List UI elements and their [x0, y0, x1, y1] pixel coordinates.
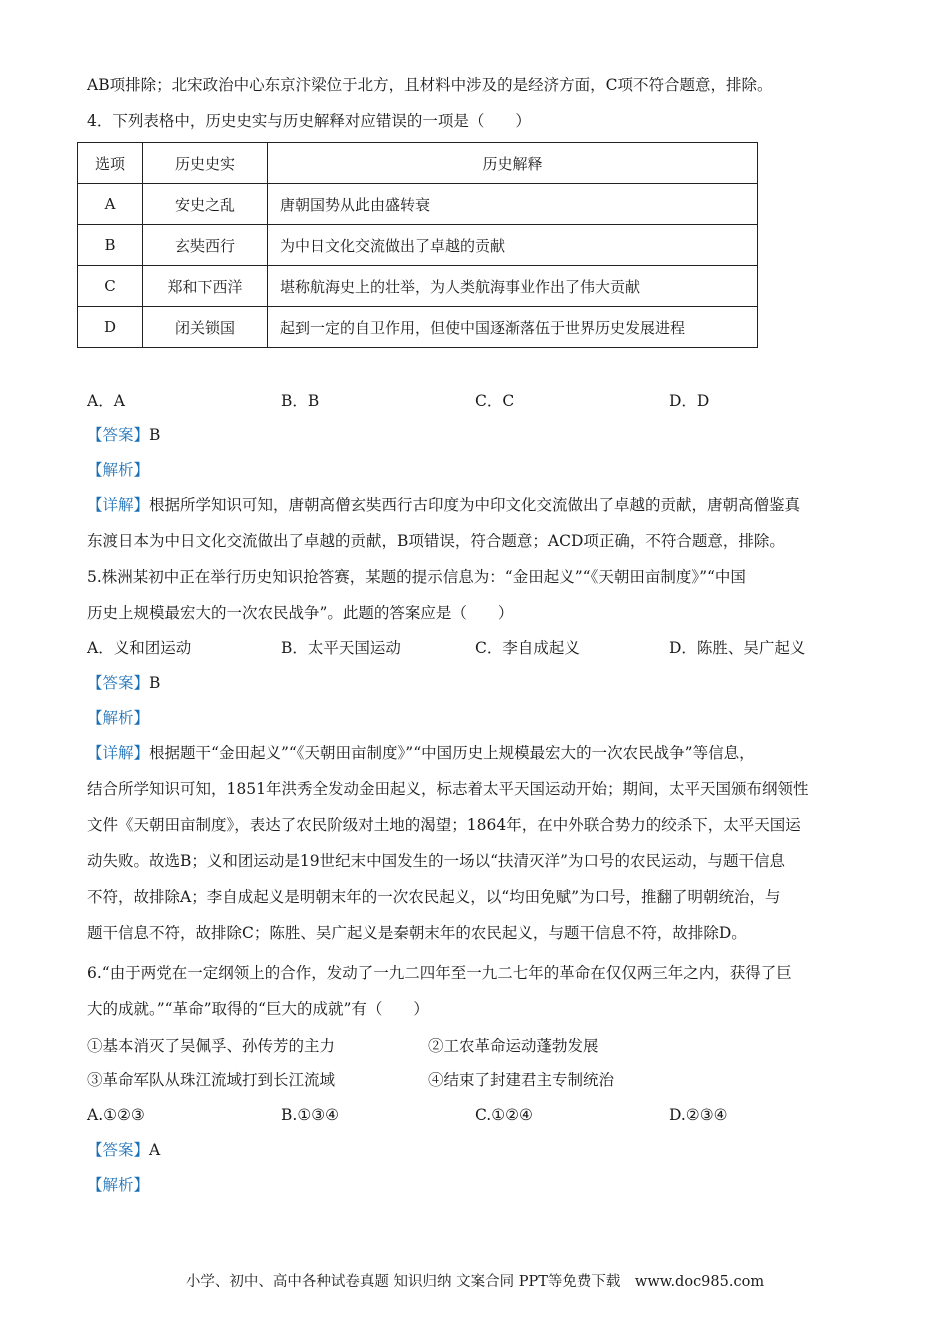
table-cell: 安史之乱 — [143, 184, 268, 225]
option-b: B．太平天国运动 — [281, 639, 401, 657]
option-c: C.①②④ — [475, 1106, 533, 1124]
statement-item: ①基本消灭了吴佩孚、孙传芳的主力 — [87, 1037, 336, 1055]
table-cell: A — [78, 184, 143, 225]
statement-item: ④结束了封建君主专制统治 — [428, 1071, 615, 1089]
question-6-stem: 大的成就。”“革命”取得的“巨大的成就”有（ ） — [87, 1000, 429, 1018]
answer-value: A — [149, 1141, 161, 1159]
table-row — [78, 307, 758, 348]
table-cell: C — [78, 266, 143, 307]
detail-line: 结合所学知识可知，1851年洪秀全发动金田起义，标志着太平天国运动开始；期间，太平天国颁布纲领性 — [87, 780, 809, 798]
question-4-table — [77, 142, 758, 348]
detail-tag: 【详解】 — [87, 496, 150, 514]
detail-line — [87, 494, 800, 516]
option-a: A.①②③ — [87, 1106, 145, 1124]
table-cell: B — [78, 225, 143, 266]
answer-line — [87, 424, 160, 446]
table-cell: 起到一定的自卫作用，但使中国逐渐落伍于世界历史发展进程 — [268, 307, 758, 348]
option-d: D．陈胜、吴广起义 — [669, 639, 806, 657]
question-6-stem: 6.“由于两党在一定纲领上的合作，发动了一九二四年至一九二七年的革命在仅仅两三年之内，获得了巨 — [87, 964, 792, 982]
answer-line — [87, 1139, 160, 1161]
statement-item: ③革命军队从珠江流域打到长江流域 — [87, 1071, 336, 1089]
table-header: 选项 — [78, 143, 143, 184]
table-header-row — [78, 143, 758, 184]
statement-item: ②工农革命运动蓬勃发展 — [428, 1037, 599, 1055]
answer-line — [87, 672, 160, 694]
option-d: D.②③④ — [669, 1106, 728, 1124]
paragraph-line: AB项排除；北宋政治中心东京汴梁位于北方，且材料中涉及的是经济方面，C项不符合题意，排除。 — [87, 76, 773, 94]
table-cell: 堪称航海史上的壮举，为人类航海事业作出了伟大贡献 — [268, 266, 758, 307]
detail-line: 东渡日本为中日文化交流做出了卓越的贡献，B项错误，符合题意；ACD项正确，不符合题意，排除。 — [87, 532, 785, 550]
option-a: A．A — [87, 392, 125, 410]
answer-value: B — [149, 426, 161, 444]
option-d: D．D — [669, 392, 710, 410]
page-footer: 小学、初中、高中各种试卷真题 知识归纳 文案合同 PPT等免费下载 www.doc985.com — [185, 1274, 765, 1290]
detail-line: 题干信息不符，故排除C；陈胜、吴广起义是秦朝末年的农民起义，与题干信息不符，故排除D。 — [87, 924, 747, 942]
option-c: C．李自成起义 — [475, 639, 580, 657]
table-cell: 玄奘西行 — [143, 225, 268, 266]
detail-line — [87, 742, 755, 764]
detail-text: 根据所学知识可知，唐朝高僧玄奘西行古印度为中印文化交流做出了卓越的贡献，唐朝高僧鉴真 — [149, 496, 801, 514]
table-cell: 郑和下西洋 — [143, 266, 268, 307]
option-a: A．义和团运动 — [87, 639, 192, 657]
analysis-tag: 【解析】 — [87, 1176, 150, 1194]
table-row — [78, 225, 758, 266]
detail-line: 不符，故排除A；李自成起义是明朝末年的一次农民起义，以“均田免赋”为口号，推翻了明朝统治，与 — [87, 888, 781, 906]
table-cell: 为中日文化交流做出了卓越的贡献 — [268, 225, 758, 266]
table-cell: 闭关锁国 — [143, 307, 268, 348]
question-5-stem: 5.株洲某初中正在举行历史知识抢答赛，某题的提示信息为：“金田起义”“《天朝田亩制度》”“中国 — [87, 568, 746, 586]
detail-line: 文件《天朝田亩制度》，表达了农民阶级对土地的渴望；1864年，在中外联合势力的绞杀下，太平天国运 — [87, 816, 801, 834]
table-cell: D — [78, 307, 143, 348]
detail-tag: 【详解】 — [87, 744, 150, 762]
detail-text: 根据题干“金田起义”“《天朝田亩制度》”“中国历史上规模最宏大的一次农民战争”等信息， — [149, 744, 755, 762]
analysis-tag: 【解析】 — [87, 709, 150, 727]
table-header: 历史解释 — [268, 143, 758, 184]
answer-tag: 【答案】 — [87, 674, 150, 692]
option-b: B．B — [281, 392, 320, 410]
table-cell: 唐朝国势从此由盛转衰 — [268, 184, 758, 225]
question-5-stem: 历史上规模最宏大的一次农民战争”。此题的答案应是（ ） — [87, 604, 514, 622]
table-header: 历史史实 — [143, 143, 268, 184]
option-b: B.①③④ — [281, 1106, 340, 1124]
table-row — [78, 266, 758, 307]
answer-value: B — [149, 674, 161, 692]
question-4-stem: 4．下列表格中，历史史实与历史解释对应错误的一项是（ ） — [87, 112, 531, 130]
table-row — [78, 184, 758, 225]
analysis-tag: 【解析】 — [87, 461, 150, 479]
answer-tag: 【答案】 — [87, 426, 150, 444]
option-c: C．C — [475, 392, 515, 410]
detail-line: 动失败。故选B；义和团运动是19世纪末中国发生的一场以“扶清灭洋”为口号的农民运动，与题干信息 — [87, 852, 785, 870]
answer-tag: 【答案】 — [87, 1141, 150, 1159]
